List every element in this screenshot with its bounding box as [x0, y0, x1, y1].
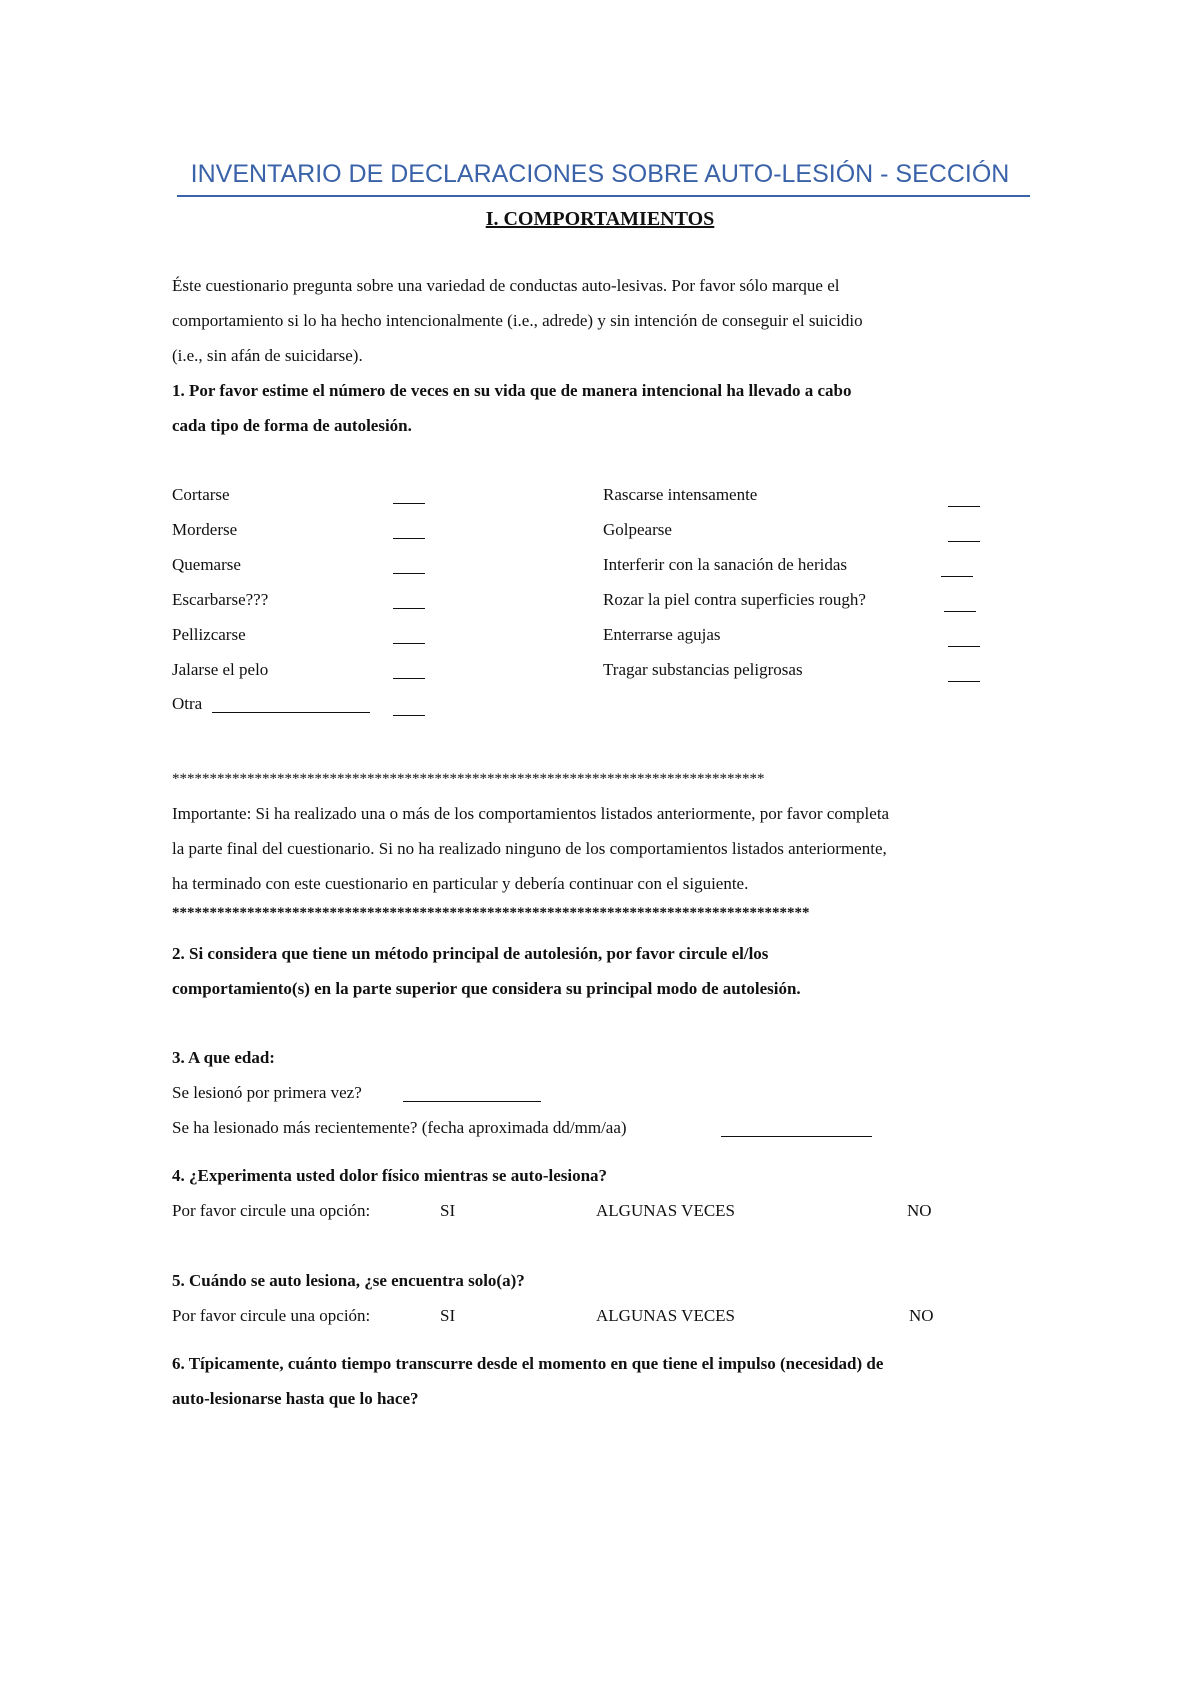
q3-first-label: Se lesionó por primera vez?: [172, 1083, 362, 1102]
count-blank-interferir-heridas[interactable]: [941, 562, 973, 577]
behavior-cortarse: Cortarse: [172, 485, 230, 504]
count-blank-golpearse[interactable]: [948, 527, 980, 542]
q4-option-algunas-veces[interactable]: ALGUNAS VECES: [596, 1201, 736, 1220]
behavior-rascarse: Rascarse intensamente: [603, 485, 758, 504]
behavior-pellizcarse: Pellizcarse: [172, 625, 246, 644]
count-blank-morderse[interactable]: [393, 524, 425, 539]
behavior-quemarse: Quemarse: [172, 555, 241, 574]
count-blank-pellizcarse[interactable]: [393, 629, 425, 644]
count-blank-otra[interactable]: [393, 701, 425, 716]
q3-recent-label: Se ha lesionado más recientemente? (fecha aproximada dd/mm/aa): [172, 1118, 627, 1137]
q3-first-blank[interactable]: [403, 1086, 541, 1102]
q2-line-2: comportamiento(s) en la parte superior que considera su principal modo de autolesión.: [172, 979, 801, 998]
q3-heading: 3. A que edad:: [172, 1048, 275, 1067]
count-blank-enterrarse-agujas[interactable]: [948, 632, 980, 647]
q6-line-1: 6. Típicamente, cuánto tiempo transcurre desde el momento en que tiene el impulso (necesidad) de: [172, 1354, 884, 1373]
q5-option-si[interactable]: SI: [440, 1306, 456, 1325]
title-underline: [177, 195, 1030, 197]
behavior-rozar-piel: Rozar la piel contra superficies rough?: [603, 590, 866, 609]
count-blank-jalarse-pelo[interactable]: [393, 664, 425, 679]
q5-option-algunas-veces[interactable]: ALGUNAS VECES: [596, 1306, 736, 1325]
count-blank-rozar-piel[interactable]: [944, 597, 976, 612]
q5-prompt: Por favor circule una opción:: [172, 1306, 371, 1325]
intro-line-1: Éste cuestionario pregunta sobre una variedad de conductas auto-lesivas. Por favor sólo marque el: [172, 276, 840, 295]
q5-heading: 5. Cuándo se auto lesiona, ¿se encuentra solo(a)?: [172, 1271, 525, 1290]
important-line-3: ha terminado con este cuestionario en particular y debería continuar con el siguiente.: [172, 874, 749, 893]
intro-line-2: comportamiento si lo ha hecho intencionalmente (i.e., adrede) y sin intención de conseguir el suicidio: [172, 311, 863, 330]
q1-line-1: 1. Por favor estime el número de veces en su vida que de manera intencional ha llevado a cabo: [172, 381, 852, 400]
q4-prompt: Por favor circule una opción:: [172, 1201, 371, 1220]
separator-stars-bottom: *************************************************************************************: [172, 905, 810, 921]
count-blank-escarbarse[interactable]: [393, 594, 425, 609]
count-blank-tragar-substancias[interactable]: [948, 667, 980, 682]
q2-line-1: 2. Si considera que tiene un método principal de autolesión, por favor circule el/los: [172, 944, 769, 963]
q5-option-no[interactable]: NO: [909, 1306, 934, 1325]
important-line-1: Importante: Si ha realizado una o más de los comportamientos listados anteriormente, por favor completa: [172, 804, 890, 823]
behavior-enterrarse-agujas: Enterrarse agujas: [603, 625, 721, 644]
q3-recent-blank[interactable]: [721, 1121, 872, 1137]
q1-line-2: cada tipo de forma de autolesión.: [172, 416, 412, 435]
count-blank-cortarse[interactable]: [393, 489, 425, 504]
behavior-escarbarse: Escarbarse???: [172, 590, 269, 609]
behavior-golpearse: Golpearse: [603, 520, 672, 539]
document-title: INVENTARIO DE DECLARACIONES SOBRE AUTO-LESIÓN - SECCIÓN: [190, 160, 1010, 188]
q4-option-no[interactable]: NO: [907, 1201, 932, 1220]
count-blank-quemarse[interactable]: [393, 559, 425, 574]
q4-option-si[interactable]: SI: [440, 1201, 456, 1220]
behavior-otra: Otra: [172, 694, 203, 713]
behavior-jalarse-pelo: Jalarse el pelo: [172, 660, 269, 679]
otra-write-in-blank[interactable]: [212, 697, 370, 713]
behavior-interferir-heridas: Interferir con la sanación de heridas: [603, 555, 848, 574]
separator-stars-top: *******************************************************************************: [172, 771, 765, 787]
important-line-2: la parte final del cuestionario. Si no ha realizado ninguno de los comportamientos listados anteriormente,: [172, 839, 887, 858]
section-subtitle: I. COMPORTAMIENTOS: [485, 208, 715, 230]
behavior-morderse: Morderse: [172, 520, 238, 539]
intro-line-3: (i.e., sin afán de suicidarse).: [172, 346, 363, 365]
behavior-tragar-substancias: Tragar substancias peligrosas: [603, 660, 803, 679]
count-blank-rascarse[interactable]: [948, 492, 980, 507]
q4-heading: 4. ¿Experimenta usted dolor físico mientras se auto-lesiona?: [172, 1166, 608, 1185]
q6-line-2: auto-lesionarse hasta que lo hace?: [172, 1389, 419, 1408]
